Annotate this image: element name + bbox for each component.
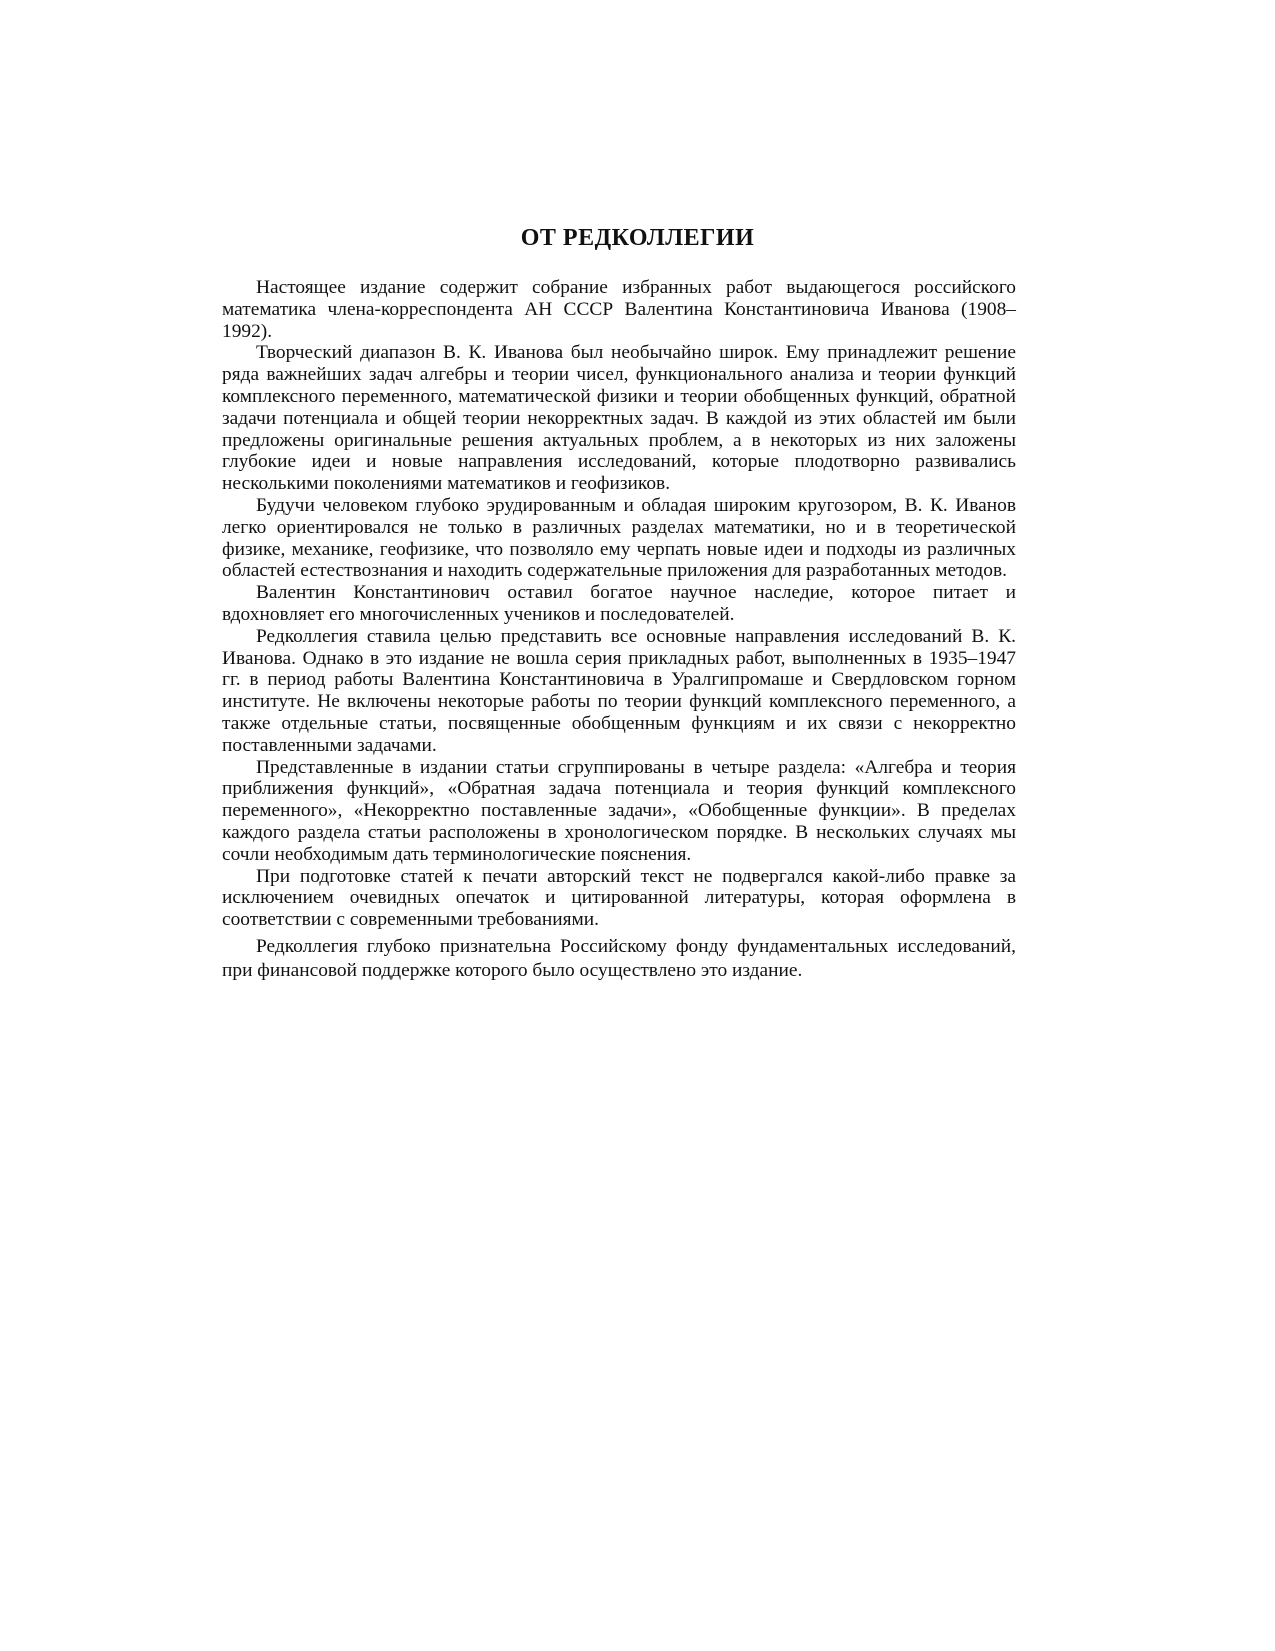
paragraph-2: Творческий диапазон В. К. Иванова был необычайно широк. Ему принадлежит решение ряда важнейших задач алгебры и теории чисел, функционального анализа и теории функций комплексного переменного, математической физики и теории обобщенных функций, обратной задачи потенциала и общей теории некорректных задач. В каждой из этих областей им были предложены оригинальные решения актуальных проблем, а в некоторых из них заложены глубокие идеи и новые направления исследований, которые плодотворно развивались несколькими поколениями математиков и геофизиков. [222,342,1016,495]
paragraph-8: Редколлегия глубоко признательна Российскому фонду фундаментальных исследований, при финансовой поддержке которого было осуществлено это издание. [222,935,1016,981]
body-text [222,277,1016,983]
paragraph-6: Представленные в издании статьи сгруппированы в четыре раздела: «Алгебра и теория приближения функций», «Обратная задача потенциала и теория функций комплексного переменного», «Некорректно поставленные задачи», «Обобщенные функции». В пределах каждого раздела статьи расположены в хронологическом порядке. В нескольких случаях мы сочли необходимым дать терминологические пояснения. [222,756,1016,865]
paragraph-5: Редколлегия ставила целью представить все основные направления исследований В. К. Иванова. Однако в это издание не вошла серия прикладных работ, выполненных в 1935–1947 гг. в период работы Валентина Константиновича в Уралгипромаше и Свердловском горном институте. Не включены некоторые работы по теории функций комплексного переменного, а также отдельные статьи, посвященные обобщенным функциям и их связи с некорректно поставленными задачами. [222,625,1016,756]
paragraph-1: Настоящее издание содержит собрание избранных работ выдающегося российского математика члена-корреспондента АН СССР Валентина Константиновича Иванова (1908–1992). [222,277,1016,342]
paragraph-4: Валентин Константинович оставил богатое научное наследие, которое питает и вдохновляет его многочисленных учеников и последователей. [222,582,1016,625]
paragraph-3: Будучи человеком глубоко эрудированным и обладая широким кругозором, В. К. Иванов легко ориентировался не только в различных разделах математики, но и в теоретической физике, механике, геофизике, что позволяло ему черпать новые идеи и подходы из различных областей естествознания и находить содержательные приложения для разработанных методов. [222,494,1016,582]
page-title: ОТ РЕДКОЛЛЕГИИ [520,225,755,251]
paragraph-7: При подготовке статей к печати авторский текст не подвергался какой-либо правке за исключением очевидных опечаток и цитированной литературы, которая оформлена в соответствии с современными требованиями. [222,865,1016,931]
